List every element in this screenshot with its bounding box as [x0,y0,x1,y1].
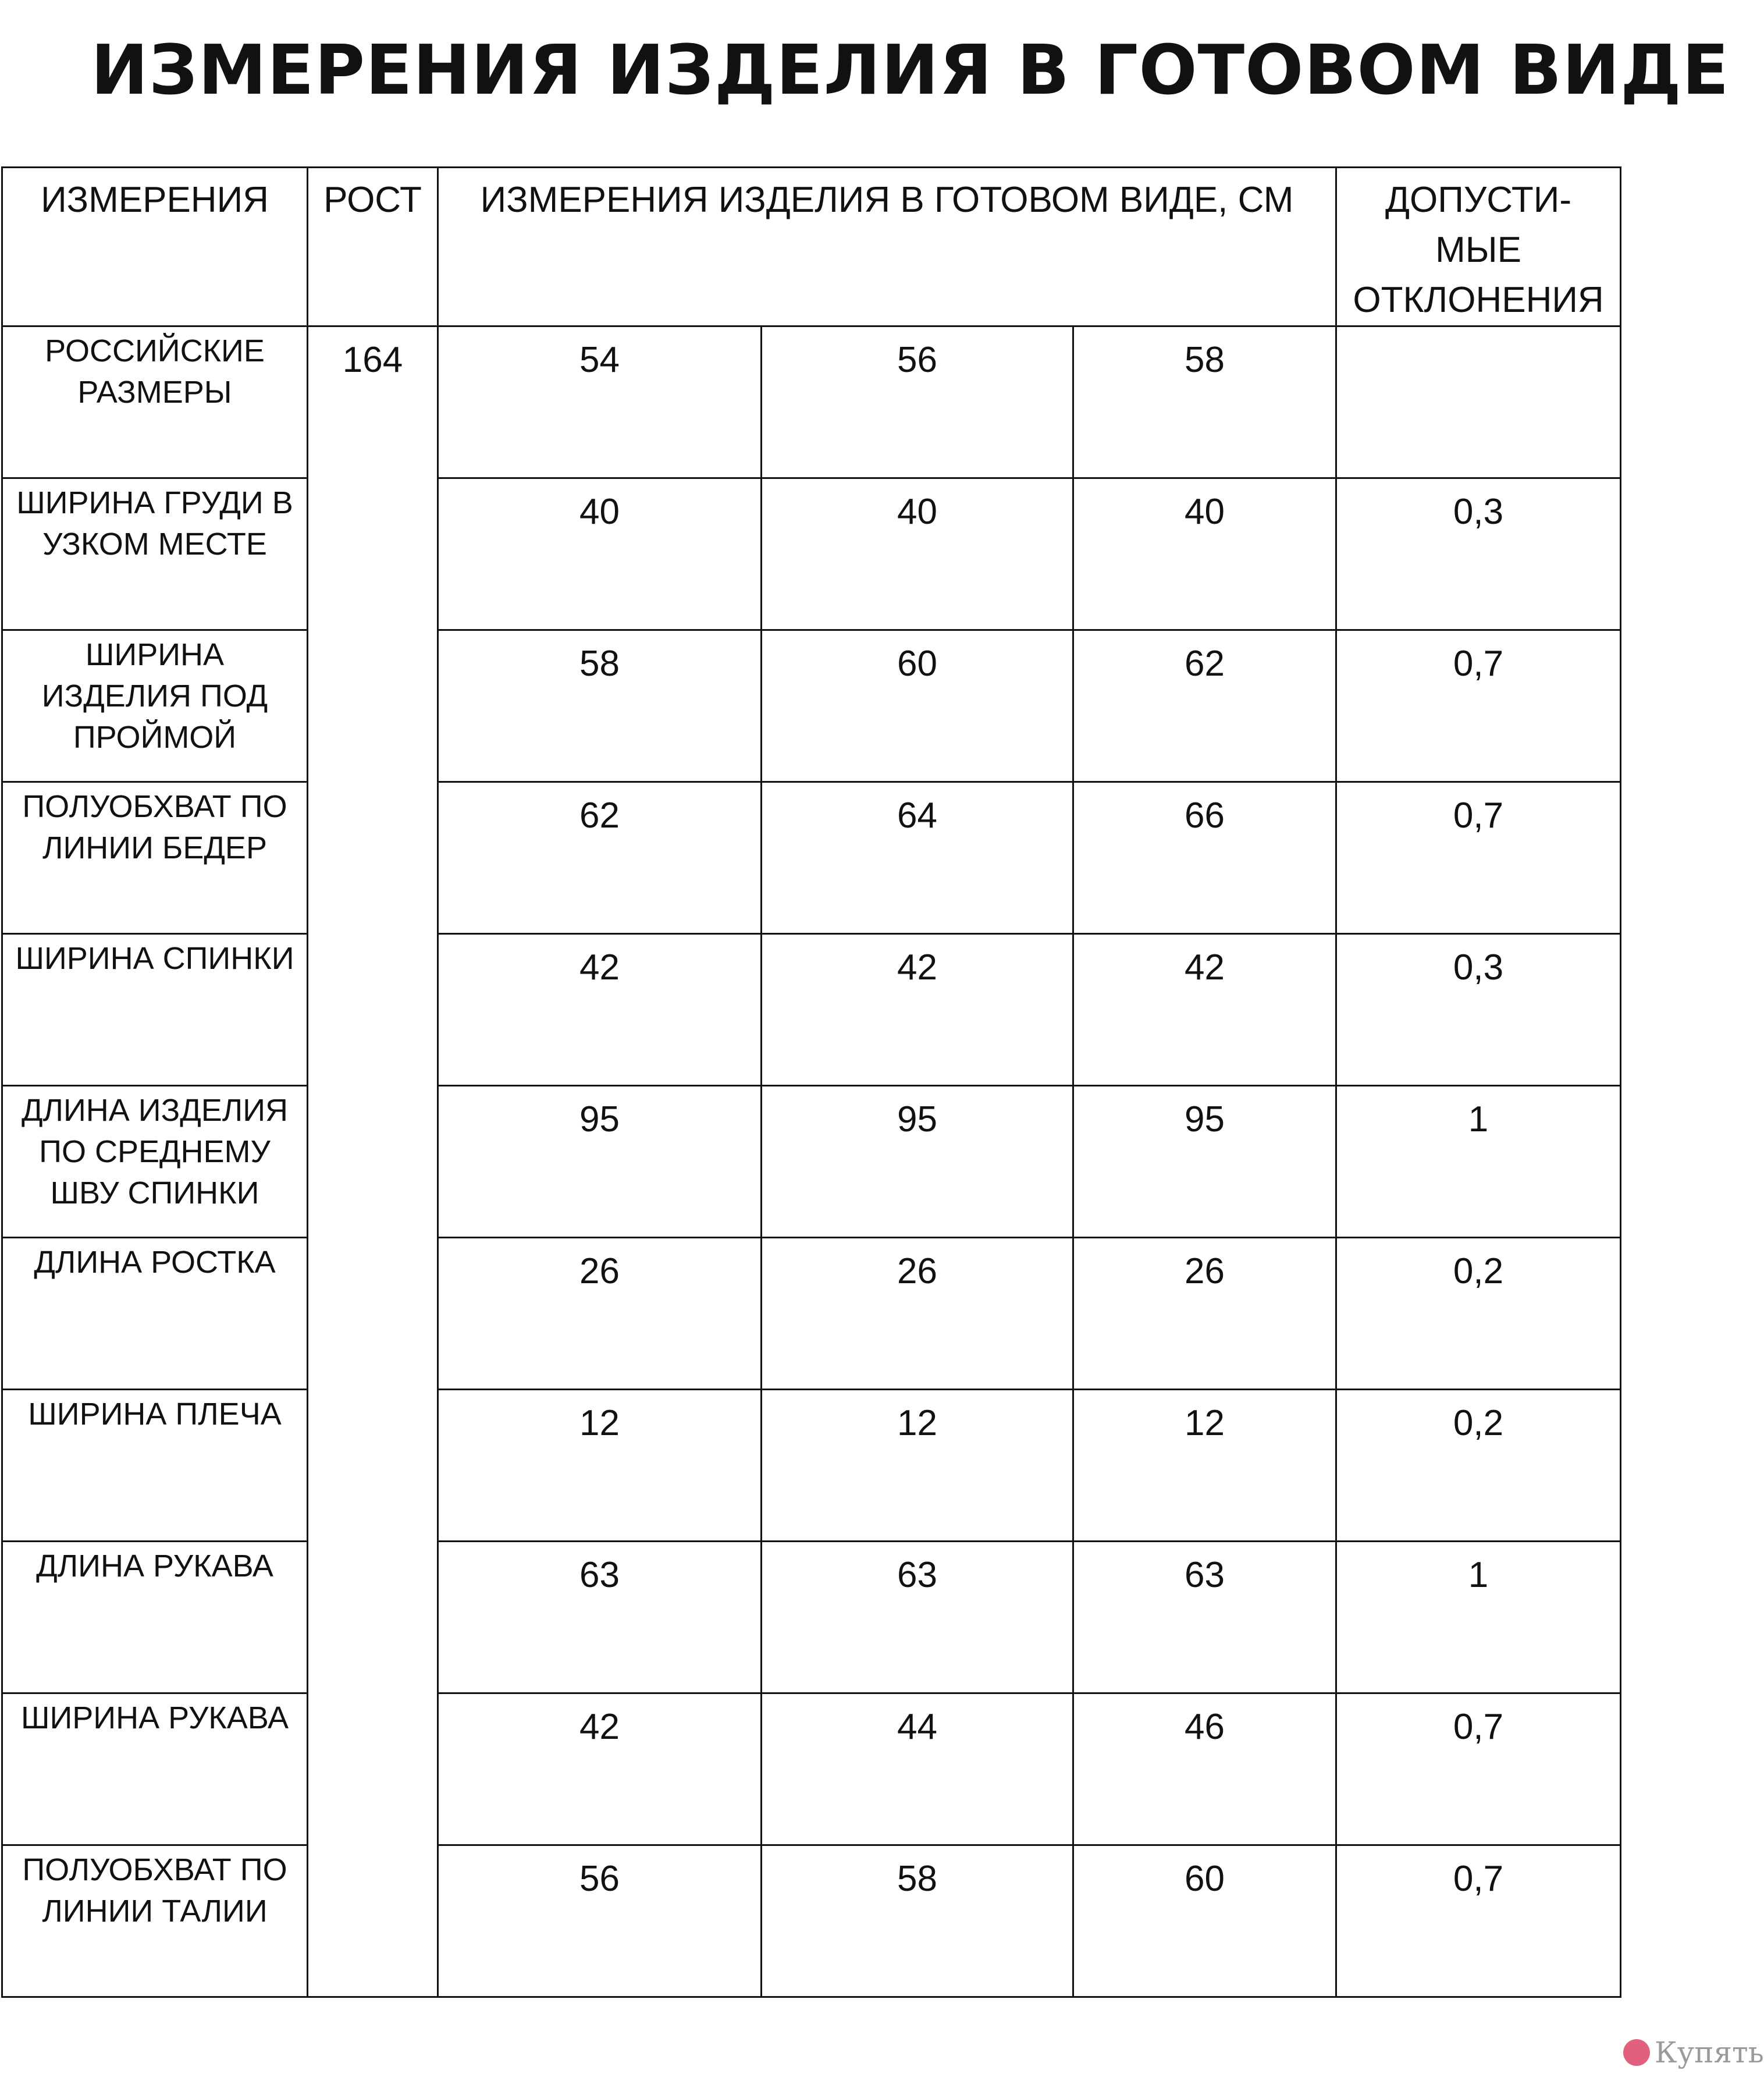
measurement-label-line: ИЗДЕЛИЯ ПОД [41,679,268,713]
size-value-cell: 58 [438,630,762,782]
size-value-cell: 63 [1073,1542,1336,1693]
tolerance-cell: 0,7 [1336,782,1621,934]
header-row [2,168,1621,326]
measurement-label-line: РАЗМЕРЫ [77,375,232,410]
measurement-label-line: ДЛИНА ИЗДЕЛИЯ [21,1093,289,1128]
size-value-cell: 63 [438,1542,762,1693]
size-value-cell: 26 [1073,1238,1336,1390]
header-tolerance [1336,168,1621,326]
measurement-label-line: ШИРИНА СПИНКИ [15,941,294,976]
measurement-label-line: ШИРИНА ГРУДИ В [16,485,293,520]
height-value: 164 [308,326,438,1997]
measurements-table [1,166,1621,1998]
tolerance-cell [1336,326,1621,478]
table-row [2,326,1621,478]
measurement-label [2,630,308,782]
watermark-text: Купять [1655,2036,1764,2069]
measurement-label-line: ШИРИНА ПЛЕЧА [28,1397,282,1432]
table-row [2,1390,1621,1542]
table-row [2,1542,1621,1693]
size-value-cell: 12 [762,1390,1073,1542]
size-value-cell: 12 [1073,1390,1336,1542]
size-value-cell: 40 [1073,478,1336,630]
size-value-cell: 12 [438,1390,762,1542]
table-row [2,1845,1621,1997]
measurement-label-line: ДЛИНА РОСТКА [34,1245,276,1280]
size-value-cell: 56 [438,1845,762,1997]
header-tolerance-line: ОТКЛОНЕНИЯ [1353,280,1604,320]
tolerance-cell: 0,7 [1336,1693,1621,1845]
measurement-label-line: ПО СРЕДНЕМУ [39,1134,271,1169]
measurement-label [2,1542,308,1693]
tolerance-cell: 0,7 [1336,1845,1621,1997]
tolerance-cell: 0,3 [1336,478,1621,630]
measurement-label [2,1845,308,1997]
measurement-label-line: РОССИЙСКИЕ [45,333,265,368]
size-value-cell: 46 [1073,1693,1336,1845]
measurement-label [2,1390,308,1542]
size-value-cell: 42 [762,934,1073,1086]
measurement-label [2,1693,308,1845]
header-tolerance-line: ДОПУСТИ- [1385,180,1572,220]
size-value-cell: 58 [762,1845,1073,1997]
measurement-label-line: ЛИНИИ ТАЛИИ [42,1894,268,1929]
size-value-cell: 66 [1073,782,1336,934]
size-value-cell: 64 [762,782,1073,934]
table-row [2,782,1621,934]
table-row [2,1086,1621,1238]
measurement-label-line: ПОЛУОБХВАТ ПО [22,789,287,824]
size-value-cell: 95 [438,1086,762,1238]
size-value-cell: 60 [762,630,1073,782]
table-row [2,1693,1621,1845]
size-value-cell: 56 [762,326,1073,478]
size-value-cell: 42 [438,1693,762,1845]
size-value-cell: 58 [1073,326,1336,478]
tolerance-cell: 1 [1336,1542,1621,1693]
tolerance-cell: 0,7 [1336,630,1621,782]
measurement-label-line: ЛИНИИ БЕДЕР [42,830,267,865]
measurement-label [2,934,308,1086]
measurement-label-line: ПОЛУОБХВАТ ПО [22,1852,287,1887]
size-value-cell: 42 [1073,934,1336,1086]
tolerance-cell: 0,3 [1336,934,1621,1086]
size-value-cell: 42 [438,934,762,1086]
size-value-cell: 26 [762,1238,1073,1390]
table-row [2,478,1621,630]
measurement-label-line: ДЛИНА РУКАВА [36,1549,273,1583]
measurement-label-line: ШВУ СПИНКИ [50,1176,259,1210]
flower-logo-icon [1623,2039,1650,2066]
tolerance-cell: 1 [1336,1086,1621,1238]
size-value-cell: 95 [762,1086,1073,1238]
measurement-label [2,1238,308,1390]
header-measure: ИЗМЕРЕНИЯ [2,168,308,326]
size-value-cell: 44 [762,1693,1073,1845]
size-value-cell: 26 [438,1238,762,1390]
size-value-cell: 95 [1073,1086,1336,1238]
measurement-label [2,326,308,478]
header-values: ИЗМЕРЕНИЯ ИЗДЕЛИЯ В ГОТОВОМ ВИДЕ, СМ [438,168,1336,326]
page-title: ИЗМЕРЕНИЯ ИЗДЕЛИЯ В ГОТОВОМ ВИДЕ [91,30,1730,110]
size-value-cell: 62 [1073,630,1336,782]
watermark [1623,2036,1764,2069]
table-row [2,630,1621,782]
table-row [2,1238,1621,1390]
size-value-cell: 63 [762,1542,1073,1693]
measurement-label [2,782,308,934]
tolerance-cell: 0,2 [1336,1238,1621,1390]
measurement-label [2,478,308,630]
size-value-cell: 40 [438,478,762,630]
table-row [2,934,1621,1086]
measurement-label-line: ШИРИНА [85,637,225,672]
measurement-label [2,1086,308,1238]
measurement-label-line: УЗКОМ МЕСТЕ [42,527,267,562]
header-tolerance-line: МЫЕ [1435,230,1521,270]
size-value-cell: 60 [1073,1845,1336,1997]
header-height: РОСТ [308,168,438,326]
measurement-label-line: ШИРИНА РУКАВА [20,1700,289,1735]
size-value-cell: 40 [762,478,1073,630]
size-value-cell: 62 [438,782,762,934]
tolerance-cell: 0,2 [1336,1390,1621,1542]
measurement-label-line: ПРОЙМОЙ [73,720,237,755]
size-value-cell: 54 [438,326,762,478]
